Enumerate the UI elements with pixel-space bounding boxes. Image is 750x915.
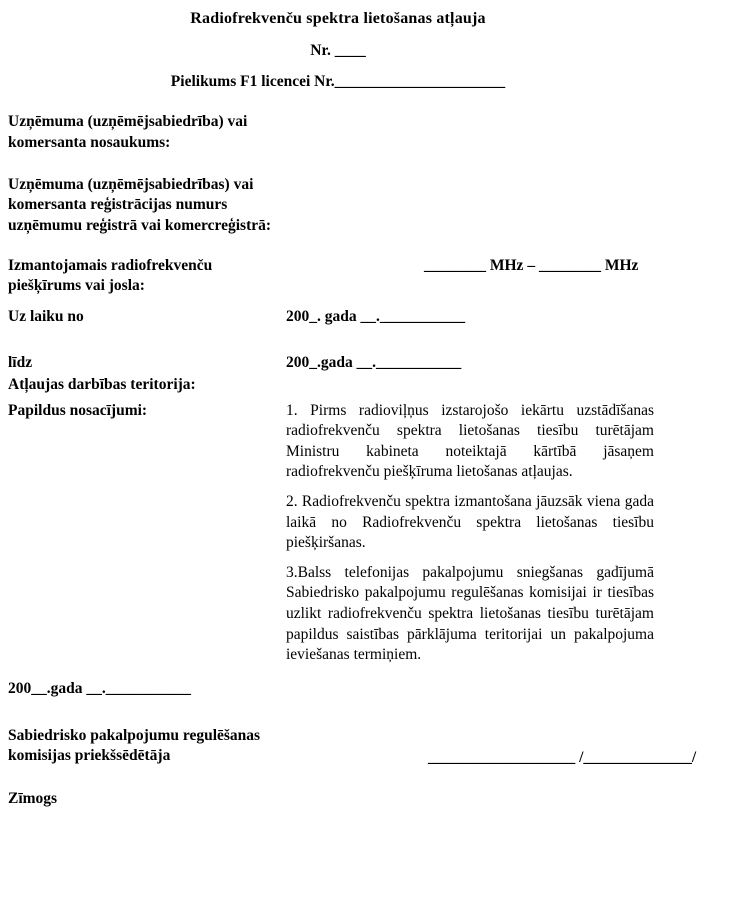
form-header [8,8,668,92]
conditions-text [286,401,654,666]
field-label-period-until: līdz [8,354,33,372]
signatory-title: Sabiedrisko pakalpojumu regulēšanas komisijas priekšsēdētāja [8,726,261,765]
field-frequency-band [8,256,738,297]
field-label-registration-number: Uzņēmuma (uzņēmējsabiedrības) vai komersanta reģistrācijas numurs uzņēmumu reģistrā vai komercreģistrā: [8,175,272,234]
seal-label: Zīmogs [8,790,58,808]
field-label-company-name: Uzņēmuma (uzņēmējsabiedrība) vai komersanta nosaukums: [8,113,248,152]
field-value-period-from: 200_. gada __.___________ [286,307,466,325]
signature-line: ___________________ /______________/ [428,748,697,766]
form-title: Radiofrekvenču spektra lietošanas atļauja [190,10,486,27]
field-company-name [8,112,738,153]
field-period-until [8,353,738,374]
field-label-frequency-band: Izmantojamais radiofrekvenču piešķīrums vai josla: [8,256,213,295]
signatory-row [8,726,738,769]
condition-paragraph-3: 3.Balss telefonijas pakalpojumu sniegšanas gadījumā Sabiedrisko pakalpojumu regulēšanas komisijai ir tiesības uzlikt radiofrekvenču spektra lietošanas tiesību turētājam papildus saistības pārklājuma teritorijai un pakalpojuma ieviešanas termiņiem. [286,563,654,664]
field-label-territory: Atļaujas darbības teritorija: [8,375,196,393]
field-territory [8,375,738,396]
field-label-conditions: Papildus nosacījumi: [8,401,148,419]
annex-line: Pielikums F1 licencei Nr.______________________ [170,72,506,90]
field-registration-number [8,175,738,237]
document-number-line: Nr. ____ [310,42,366,60]
field-conditions [8,401,738,666]
field-label-period-from: Uz laiku no [8,307,84,325]
field-period-from [8,307,738,328]
condition-paragraph-1: 1. Pirms radioviļņus izstarojošo iekārtu uzstādīšanas radiofrekvenču spektra lietošanas tiesību turētājam Ministru kabineta noteiktajā kārtībā jāsaņem radiofrekvenču piešķīruma lietošanas atļaujas. [286,401,654,481]
footer-date-line: 200__.gada __.___________ [8,679,191,697]
field-value-frequency-band: ________ MHz – ________ MHz [424,256,639,274]
condition-paragraph-2: 2. Radiofrekvenču spektra izmantošana jāuzsāk viena gada laikā no Radiofrekvenču spektra lietošanas tiesību piešķiršanas. [286,493,654,552]
field-value-period-until: 200_.gada __.___________ [286,354,462,372]
